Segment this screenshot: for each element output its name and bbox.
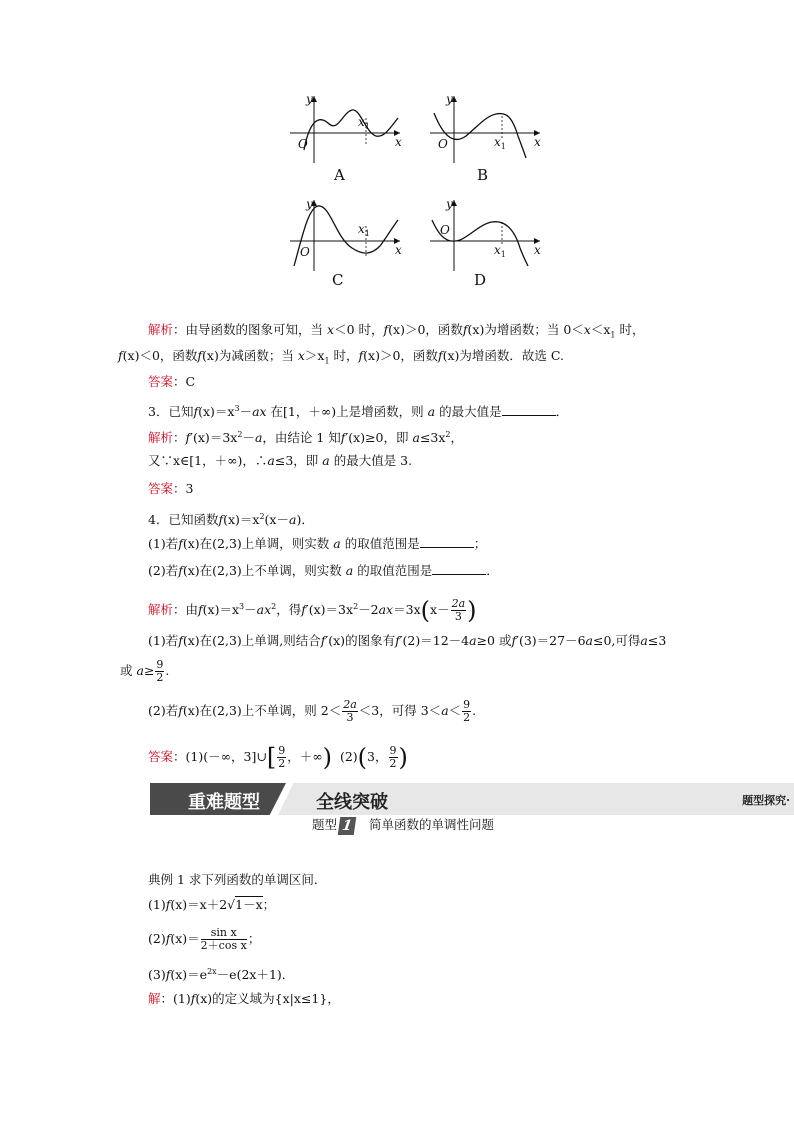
q3-stem: 3．已知$f(x)=x^3-ax$ 在[1，＋∞)上是增函数，则 a 的最大值是 ． [148,404,569,420]
graph-a-y: y [306,92,313,106]
graph-d-x1-sub: 1 [500,250,506,259]
q2-answer: 答案：C [148,374,196,389]
svg-text:x1 [494,243,506,259]
section-banner [150,783,794,815]
graph-d-x: x [534,243,541,257]
graph-b-o: O [438,137,448,151]
graphs-figure [280,88,560,293]
q3-answer: 答案：3 [148,481,194,496]
graph-b-y: y [446,92,453,106]
graph-c-o: O [300,245,310,259]
example-solution: 解：(1)f(x)的定义域为{x|x≤1}， [148,991,340,1006]
graph-b-x1-sub: 1 [500,142,506,151]
graph-b-x1: x [494,135,501,149]
banner-title-left: 重难题型 [188,792,260,813]
graph-c-x1: x [358,222,365,236]
graph-d-x1: x [494,243,501,257]
graph-b-x: x [534,135,541,149]
graph-a-x1: x [358,115,365,129]
q2-analysis-line2: f(x)＜0，函数f(x)为减函数；当 $x>x_1$ 时，f(x)＞0，函数f(x)为增函数．故选 C. [118,348,564,366]
graph-a [290,92,402,184]
q4-analysis: 解析：由$f(x)=x^3-ax^2$，得$f'(x)=3x^2-2ax=3x(x-$ $\frac{2a}{3}$ ) [148,596,477,625]
q3-analysis: 解析：$f'(x)=3x^2-a$，由结论 1 知f′(x)≥0，即 $a\le 3x^2$， [148,430,464,446]
graph-b-label: B [477,166,489,184]
q4-blank-1 [420,535,474,548]
q4-sol1b: 或 a≥ $\frac{9}{2}$ . [120,658,170,684]
answer-label: 答案 [148,374,174,389]
topic-prefix: 题型 [312,817,338,832]
graph-b [430,92,541,184]
topic-number-badge: 1 [338,817,357,835]
graph-c-label: C [332,271,344,289]
svg-text:x1 [494,135,506,151]
graph-a-o: O [298,137,308,151]
analysis-label: 解析 [148,322,174,337]
example-f2: (2)f(x)＝ $\frac{\text{sin x}}{\text{2＋cos x}}$ ； [148,926,261,952]
solve-label: 解 [148,991,161,1006]
q4-part1: (1)若f(x)在(2,3)上单调，则实数 a 的取值范围是 ； [148,536,487,551]
graph-c-x1-sub: 1 [364,229,370,238]
graph-d-label: D [474,271,487,289]
graph-c-y: y [306,197,313,211]
example-stem: 典例 1 求下列函数的单调区间． [148,872,327,887]
topic-heading [312,814,494,836]
q4-stem: 4．已知函数$f(x)=x^2(x-a)$． [148,512,314,528]
banner-tag: 题型探究· [742,794,790,807]
graph-a-x: x [395,135,402,149]
example-f1: (1)f(x)＝x＋2√1－x； [148,897,276,912]
q4-blank-2 [432,562,486,575]
svg-text:x1 [358,222,370,238]
topic-title: 简单函数的单调性问题 [368,817,494,832]
q4-part2: (2)若f(x)在(2,3)上不单调，则实数 a 的取值范围是 ． [148,563,499,578]
q3-analysis-line2: 又∵x∈[1，＋∞)，∴a≤3，即 a 的最大值是 3. [148,453,413,468]
q3-blank [502,403,556,416]
graph-d [430,197,541,289]
banner-title-right: 全线突破 [316,792,388,813]
example-f3: $(3)f(x)=e^{2x}-e(2x+1)$． [148,967,295,983]
q2-analysis-line1: 解析：由导函数的图象可知，当 x＜0 时，f(x)＞0，函数f(x)为增函数；当 $0<x<x_1$ 时， [148,322,645,340]
svg-text:x1 [358,115,370,131]
graph-a-label: A [334,166,345,184]
graph-a-x1-sub: 1 [364,122,370,131]
graph-d-o: O [440,223,450,237]
graph-c-x: x [395,243,402,257]
q4-sol1: (1)若f(x)在(2,3)上单调,则结合f′(x)的图象有f′(2)＝12－4a≥0 或f′(3)＝27－6a≤0,可得a≤3 [148,633,667,648]
q4-answer: 答案：(1)(－∞，3]∪[ $\frac{9}{2}$ ，＋∞) (2)(3， $\frac{9}{2}$ ) [148,743,408,772]
graph-d-y: y [446,197,453,211]
graph-c [290,197,402,289]
q4-sol2: (2)若f(x)在(2,3)上不单调，则 2＜ $\frac{2a}{3}$ ＜3，可得 3＜a＜ $\frac{9}{2}$ . [148,698,477,724]
